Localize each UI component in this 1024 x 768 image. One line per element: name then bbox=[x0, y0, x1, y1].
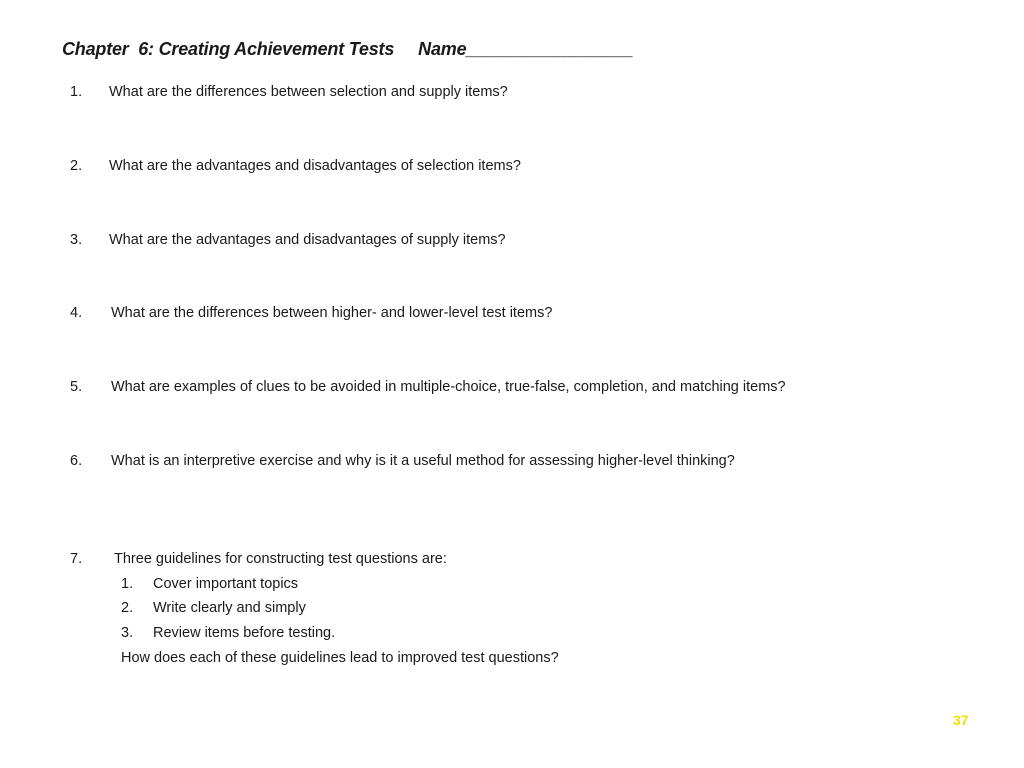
question-text: What are the advantages and disadvantages of supply items? bbox=[109, 232, 506, 248]
question-number: 3. bbox=[70, 232, 83, 248]
question-number: 1. bbox=[70, 84, 83, 100]
question-number: 5. bbox=[70, 379, 83, 395]
page-title: Chapter 6: Creating Achievement Tests Name_________________ bbox=[62, 39, 634, 59]
guideline-number: 3. bbox=[121, 625, 134, 641]
page-number: 37 bbox=[953, 712, 969, 728]
question-text: What are examples of clues to be avoided in multiple-choice, true-false, completion, and matching items? bbox=[111, 379, 786, 395]
guideline-text: Review items before testing. bbox=[153, 625, 336, 641]
question-number: 4. bbox=[70, 305, 83, 321]
question-text: What are the advantages and disadvantages of selection items? bbox=[109, 158, 521, 174]
question-text: What are the differences between selection and supply items? bbox=[109, 84, 508, 100]
question-number: 7. bbox=[70, 551, 83, 567]
followup-question: How does each of these guidelines lead to improved test questions? bbox=[121, 650, 559, 666]
guideline-text: Cover important topics bbox=[153, 576, 299, 592]
question-text: What is an interpretive exercise and why is it a useful method for assessing higher-level thinking? bbox=[111, 453, 735, 469]
guideline-number: 2. bbox=[121, 600, 134, 616]
guideline-text: Write clearly and simply bbox=[153, 600, 306, 616]
question-text: Three guidelines for constructing test questions are: bbox=[114, 551, 447, 567]
question-text: What are the differences between higher- and lower-level test items? bbox=[111, 305, 553, 321]
question-number: 2. bbox=[70, 158, 83, 174]
guideline-number: 1. bbox=[121, 576, 134, 592]
question-number: 6. bbox=[70, 453, 83, 469]
